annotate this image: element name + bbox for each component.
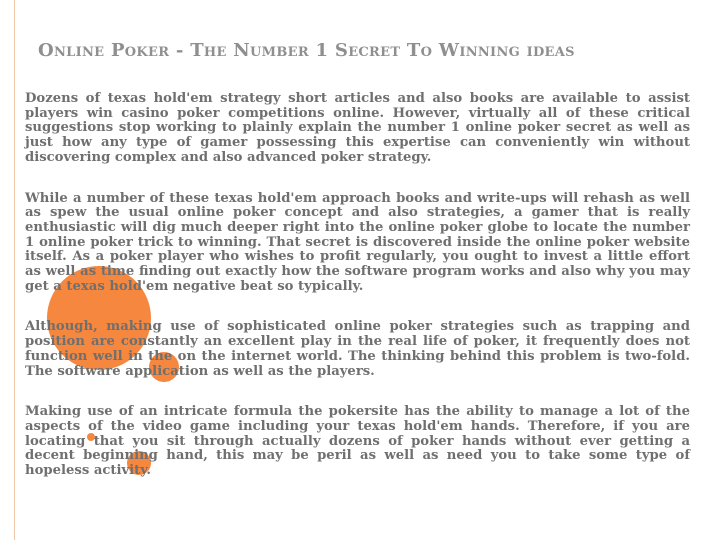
paragraph-2: While a number of these texas hold'em approach books and write-ups will rehash as well as spew the usual online poker concept and also strategies, a gamer that is really enthusiastic will dig much deeper right into the online poker globe to locate the number 1 online poker trick to winning. That secret is discovered inside the online poker website itself. As a poker player who wishes to profit regularly, you ought to invest a little effort as well as time finding out exactly how the software program works and also why you may get a texas hold'em negative beat so typically. <box>25 190 690 294</box>
paragraph-1: Dozens of texas hold'em strategy short articles and also books are available to assist players win casino poker competitions online. However, virtually all of these critical suggestions stop working to plainly explain the number 1 online poker secret as well as just how any type of gamer possessing this expertise can conveniently win without discovering complex and also advanced poker strategy. <box>25 91 690 165</box>
paragraph-3: Although, making use of sophisticated online poker strategies such as trapping and position are constantly an excellent play in the real life of poker, it frequently does not function well in the on the internet world. The thinking behind this problem is two-fold. The software application as well as the players. <box>25 319 690 379</box>
left-accent-line <box>14 0 15 540</box>
paragraph-4: Making use of an intricate formula the pokersite has the ability to manage a lot of the aspects of the video game including your texas hold'em hands. Therefore, if you are locating that you sit through actually dozens of poker hands without ever getting a decent beginning hand, this may be peril as well as need you to take some type of hopeless activity. <box>25 404 690 479</box>
slide-title: Online Poker - The Number 1 Secret To Winning ideas <box>38 40 575 61</box>
slide-body <box>25 92 690 505</box>
